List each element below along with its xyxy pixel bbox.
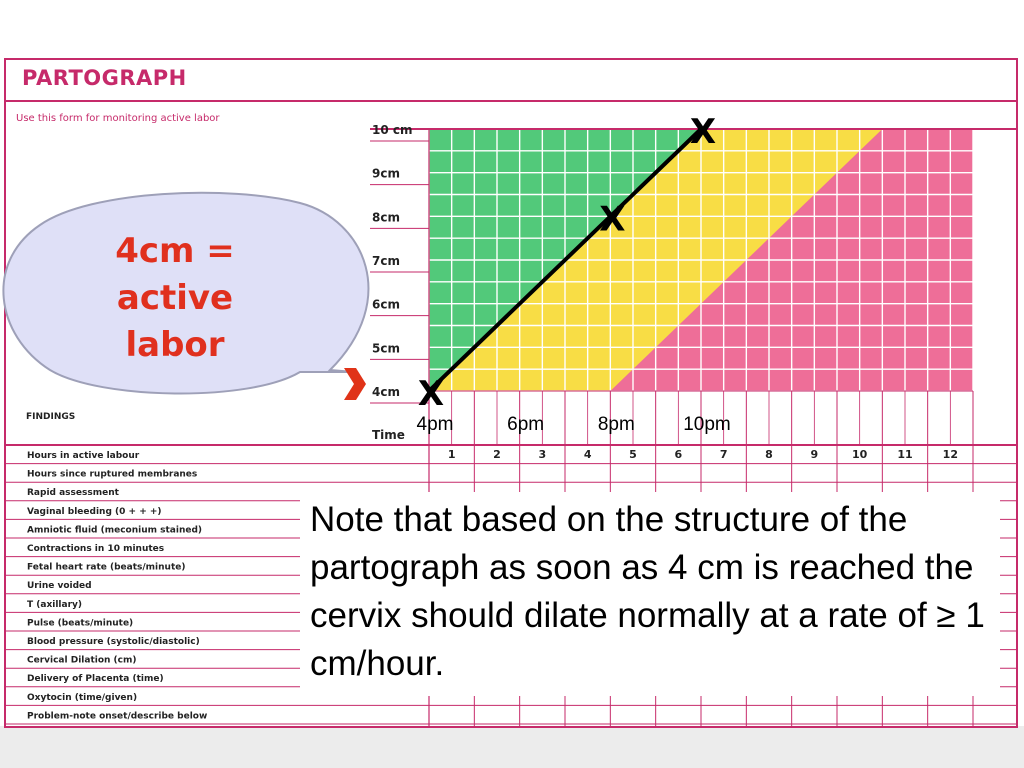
table-row-label: Vaginal bleeding (0 + + +) [27, 506, 162, 517]
x-marker: X [417, 374, 445, 414]
hour-label: 3 [538, 448, 547, 461]
table-row-label: Oxytocin (time/given) [27, 692, 138, 703]
y-tick-label: 10 cm [372, 123, 413, 137]
hour-label: 9 [810, 448, 819, 461]
y-tick-label: 9cm [372, 166, 400, 181]
table-row-label: Contractions in 10 minutes [27, 544, 165, 554]
callout-line-2: active [116, 278, 234, 318]
hour-label: 7 [719, 448, 728, 461]
time-annotation: 4pm [416, 414, 454, 435]
y-tick-label: 8cm [372, 210, 400, 225]
hour-label: 4 [583, 448, 592, 461]
table-row-label: Delivery of Placenta (time) [27, 674, 164, 685]
x-marker: X [599, 199, 626, 240]
time-annotation: 8pm [597, 414, 635, 435]
y-tick-label: 4cm [372, 385, 400, 399]
hour-label: 10 [852, 448, 868, 461]
table-row-label: Amniotic fluid (meconium stained) [27, 525, 203, 536]
y-tick-label: 5cm [372, 341, 400, 356]
table-row-label: Problem-note onset/describe below [27, 711, 208, 722]
y-tick-label: 6cm [372, 297, 400, 312]
hour-label: 1 [447, 448, 456, 461]
table-row-label: Blood pressure (systolic/diastolic) [27, 637, 200, 647]
hour-label: 5 [629, 448, 637, 461]
table-row-label: Hours in active labour [27, 451, 140, 461]
hour-label: 8 [765, 448, 773, 461]
hour-label: 11 [897, 448, 913, 461]
findings-label: FINDINGS [26, 412, 76, 422]
chevron-right-icon [344, 368, 366, 400]
table-row-label: Hours since ruptured membranes [27, 469, 198, 480]
form-title: PARTOGRAPH [22, 66, 187, 90]
hour-label: 2 [493, 448, 501, 461]
callout-line-1: 4cm = [115, 231, 235, 271]
time-annotation: 10pm [683, 414, 731, 435]
callout-line-3: labor [125, 325, 225, 365]
table-row-label: T (axillary) [27, 599, 83, 610]
x-marker: X [689, 112, 717, 152]
hour-label: 12 [942, 448, 958, 461]
note-box: Note that based on the structure of the partograph as soon as 4 cm is reached the cervix should dilate normally at a rate of ≥ 1 cm/hour. [300, 492, 1000, 696]
callout-text [110, 228, 240, 369]
time-annotation: 6pm [507, 414, 545, 435]
table-row-label: Urine voided [27, 581, 92, 592]
table-row-label: Cervical Dilation (cm) [27, 655, 137, 666]
hour-label: 6 [674, 448, 683, 461]
table-row-label: Pulse (beats/minute) [27, 618, 134, 629]
form-subtitle: Use this form for monitoring active labor [16, 113, 220, 124]
time-label: Time [372, 428, 405, 442]
table-row-label: Rapid assessment [27, 488, 119, 499]
y-tick-label: 7cm [372, 254, 400, 268]
table-row-label: Fetal heart rate (beats/minute) [27, 562, 186, 573]
